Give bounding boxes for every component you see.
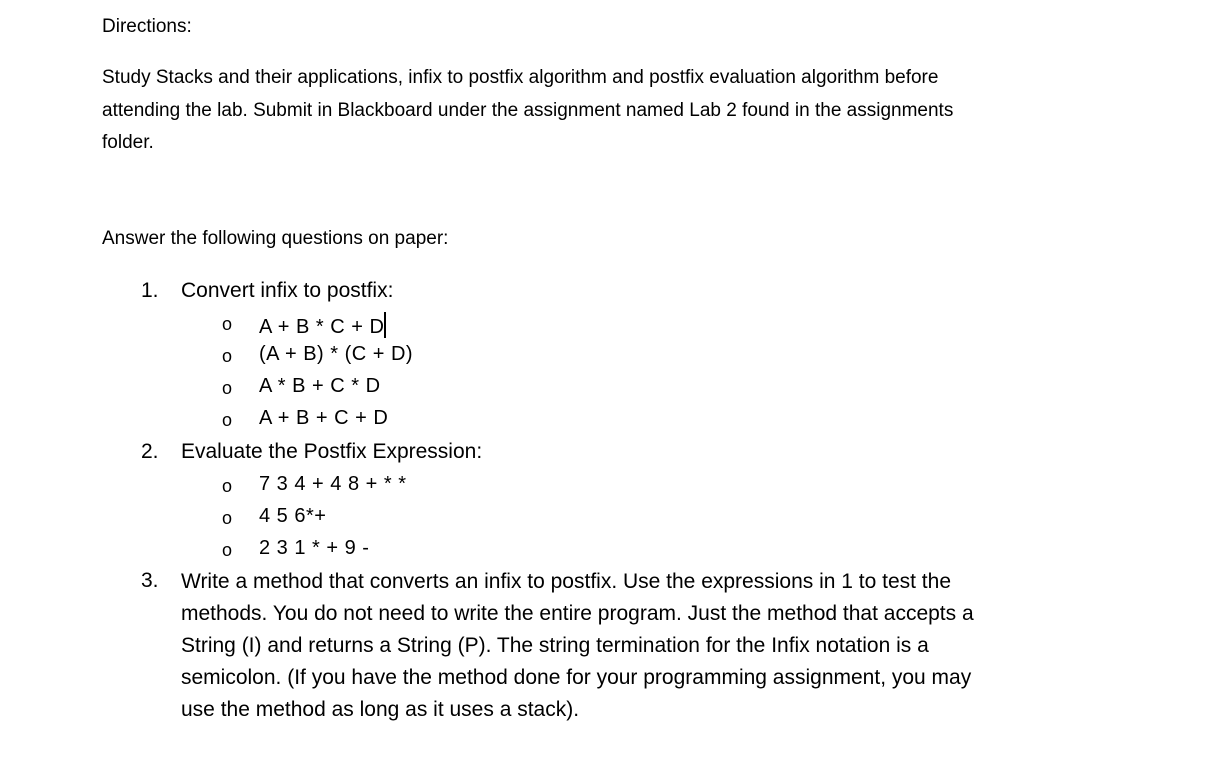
q1-item-3: A * B + C * D [259, 375, 381, 397]
q2-title: Evaluate the Postfix Expression: [181, 440, 483, 463]
q2-item-2: 4 5 6*+ [259, 505, 327, 527]
q1-item-1[interactable] [259, 312, 386, 338]
q3-number: 3. [141, 569, 159, 592]
bullet-icon: o [222, 314, 233, 334]
q2-item-3: 2 3 1 * + 9 - [259, 537, 370, 559]
intro-line: Study Stacks and their applications, infix to postfix algorithm and postfix evaluation algorithm before [102, 67, 939, 88]
intro-line: folder. [102, 132, 154, 153]
q2-number: 2. [141, 440, 159, 463]
q3-line: semicolon. (If you have the method done for your programming assignment, you may [181, 666, 972, 689]
bullet-icon: o [222, 476, 233, 496]
bullet-icon: o [222, 540, 233, 560]
q3-line: String (I) and returns a String (P). The string termination for the Infix notation is a [181, 634, 929, 657]
q3-line: use the method as long as it uses a stack). [181, 698, 580, 721]
text-cursor [384, 312, 386, 338]
q1-item-1-text: A + B * C + D [259, 316, 385, 338]
q3-paragraph [181, 566, 1121, 726]
intro-line: attending the lab. Submit in Blackboard under the assignment named Lab 2 found in the assignments [102, 99, 954, 121]
bullet-icon: o [222, 346, 233, 366]
bullet-icon: o [222, 410, 233, 430]
bullet-icon: o [222, 378, 233, 398]
q1-number: 1. [141, 279, 159, 302]
bullet-icon: o [222, 508, 233, 528]
q2-item-1: 7 3 4 + 4 8 + * * [259, 473, 407, 495]
answer-heading: Answer the following questions on paper: [102, 228, 449, 249]
q3-line: Write a method that converts an infix to postfix. Use the expressions in 1 to test the [181, 570, 951, 593]
q1-title: Convert infix to postfix: [181, 279, 394, 302]
intro-paragraph [102, 62, 1112, 160]
directions-heading: Directions: [102, 16, 192, 37]
q3-line: methods. You do not need to write the entire program. Just the method that accepts a [181, 602, 974, 625]
q1-item-2: (A + B) * (C + D) [259, 343, 414, 365]
q1-item-4: A + B + C + D [259, 407, 389, 429]
